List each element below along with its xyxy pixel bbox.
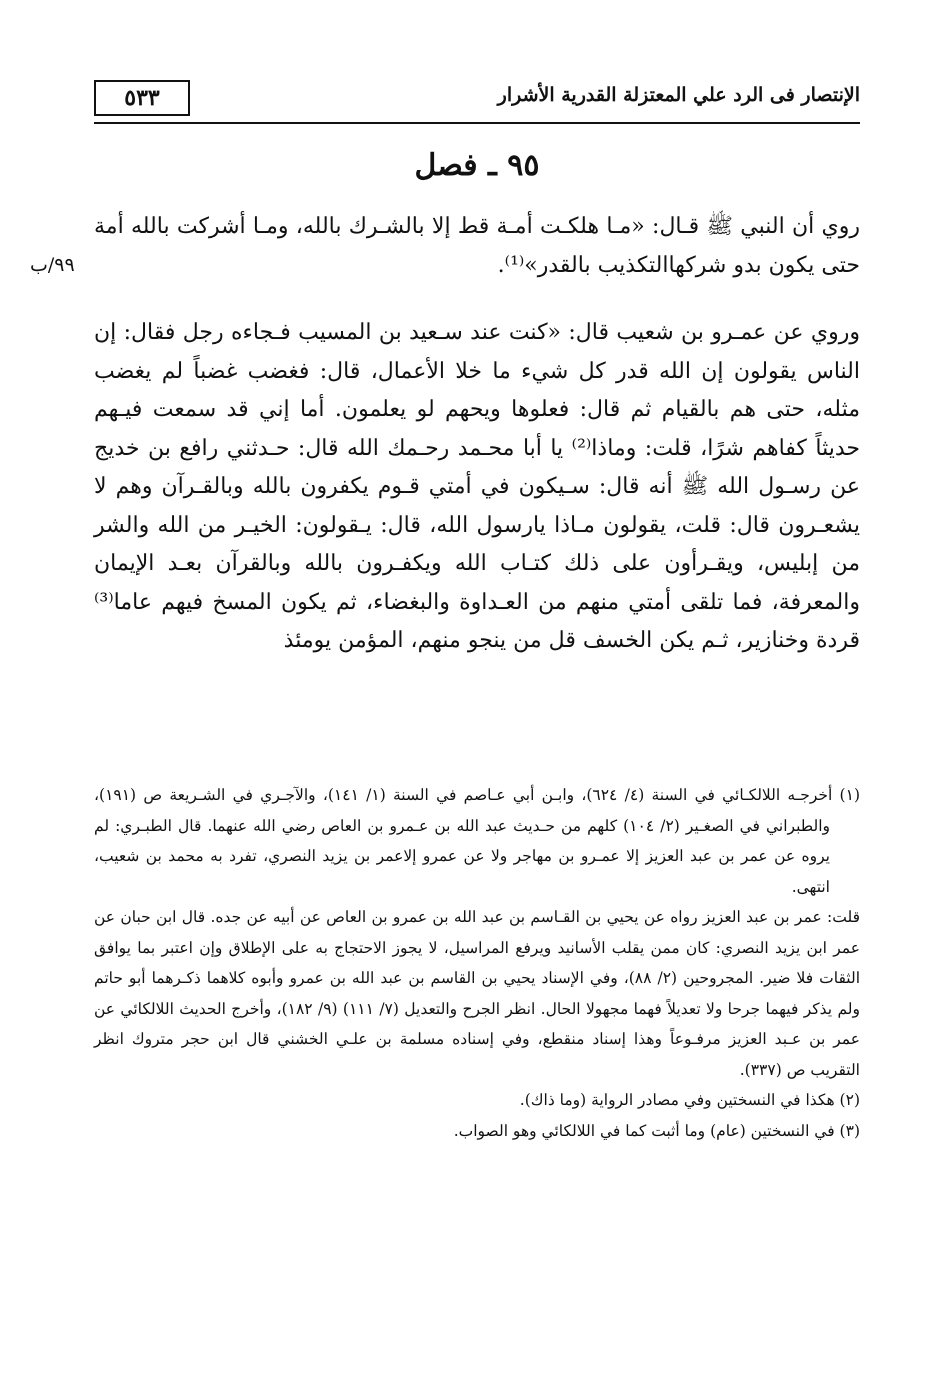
footnote-1: (١) أخرجـه اللالكـائي في السنة (٤/ ٦٢٤)، وابـن أبي عـاصم في السنة (١/ ١٤١)، والآجـري في الشـريعة ص (١٩١)، والطبراني في الصغـير (٢/ ١٠٤) كلهم من حـديث عبد الله بن عـمرو بن العاص رضي الله عنهما. قال الطبـري: لم يروه عن عمر بن عبد العزيز إلا عمـرو بن مهاجر ولا عن عمرو إلاعمر بن يزيد النصري، تفرد به محمد بن شعيب، انتهى.	[94, 786, 860, 896]
footnote-1-continuation: قلت: عمر بن عبد العزيز رواه عن يحيي بن القـاسم بن عبد الله بن عمرو بن العاص عن أبيه عن جده. قال ابن حبان عن عمر ابن يزيد النصري: كان ممن يقلب الأسانيد ويرفع المراسيل، لا يجوز الاحتجاج به على الإطلاق وإن اعتبر بما يوافق الثقات فلا ضير. المجروحين (٢/ ٨٨)، وفي الإسناد يحيي بن القاسم بن عبد الله بن عمرو وأبوه كلاهما ذكـرهما أبو حاتم ولم يذكر فيهما جرحا ولا تعديلاً فهما مجهولا الحال. انظر الجرح والتعديل (٧/ ١١١) (٩/ ١٨٢)، وأخرج الحديث اللالكائي عن عمر بن عـبد العزيز مرفـوعاً وهذا إسناد منقطع، وفي إسناده مسلمة بن علـي الخشني قال ابن حجر متروك انظر التقريب ص (٣٣٧).	[94, 908, 861, 1079]
page-header	[94, 74, 860, 124]
margin-folio-note: ٩٩/ب	[30, 254, 75, 276]
footnote-2: (٢) هكذا في النسختين وفي مصادر الرواية (وما ذاك).	[519, 1091, 860, 1109]
footnote-3: (٣) في النسختين (عام) وما أثبت كما في اللالكائي وهو الصواب.	[453, 1121, 860, 1140]
chapter-title: ٩٥ ـ فصل	[414, 148, 540, 183]
running-title: الإنتصار فى الرد علي المعتزلة القدرية الأشرار	[497, 84, 860, 106]
footnotes	[94, 780, 860, 1146]
paragraph-2: ورو‌ي عن عمـرو بن شعيب قال: «كنت عند سـعيد بن المسيب فـجاءه رجل فقال: إن الناس يقولون إن الله قدر كل شيء ما خلا الأعمال، قال: فغضب غضباً لم يغضب مثله، حتى هم بالقيام ثم قال: فعلوها ويحهم لو يعلمون. أما إني قد سمعت فيـهم حديثاً كفاهم شرًا، قلت: وماذا⁽²⁾ يا أبا محـمد رحـمك الله قال: حـدثني رافع بن خديج عن رسـول الله ﷺ أنه قال: سـيكون في أمتي قـوم يكفرون بالله وبالقـرآن وهم لا يشعـرون قال: قلت، يقولون مـاذا يارسول الله، قال: يـقولون: الخيـر من الله والشر من إبليس، ويقـرأون على ذلك كتـاب الله ويكفـرون بالله وبالقرآن بعـد الإيمان والمعرفة، فما تلقى أمتي منهم من العـداوة والبغضاء، ثم يكون المسخ فيهم عاما⁽³⁾ قردة وخنازير، ثـم يكن الخسف قل من ينجو منهم، المؤمن يومئذ	[94, 320, 860, 653]
page-number: ٥٣٣	[94, 80, 190, 116]
paragraph-1: روي أن النبي ﷺ قـال: «مـا هلكـت أمـة قط إلا بالشـرك بالله، ومـا أشركت بالله أمة حتى يكون بدو شركهاالتكذيب بالقدر»⁽¹⁾.	[94, 214, 860, 278]
header-rule	[94, 122, 860, 124]
